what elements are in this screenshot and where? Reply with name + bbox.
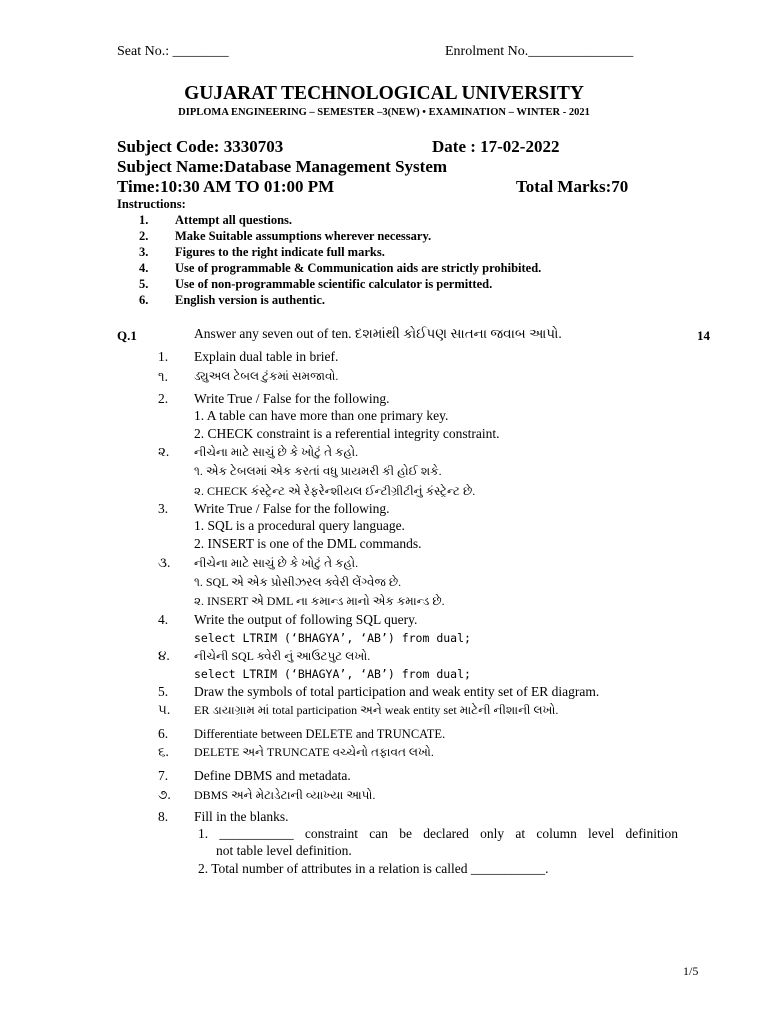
enrolment-number-field: Enrolment No._______________ <box>445 44 634 59</box>
instruction-number: 4. <box>139 261 149 275</box>
seat-number-field: Seat No.: ________ <box>117 44 229 59</box>
subquestion-number: ૫. <box>158 702 171 717</box>
instruction-number: 2. <box>139 229 149 243</box>
subquestion-text: નીચેના માટે સાચું છે કે ખોટું તે કહો. <box>194 556 359 570</box>
fill-blank-line: 1. ___________ constraint can be declared only at column level definition <box>198 826 678 841</box>
subquestion-text: ૧. એક ટેબલમાં એક કરતાં વધુ પ્રાયમરી કી હોઈ શકે. <box>194 464 442 478</box>
subquestion-text: ER ડાયાગ્રામ માં total participation અને weak entity set માટેની નીશાની લખો. <box>194 703 559 717</box>
subquestion-text: Differentiate between DELETE and TRUNCATE. <box>194 727 446 741</box>
subquestion-number: ૭. <box>158 787 171 802</box>
subquestion-number: 7. <box>158 768 169 783</box>
exam-details: DIPLOMA ENGINEERING – SEMESTER –3(NEW) • EXAMINATION – WINTER - 2021 <box>178 107 590 118</box>
instruction-text: Figures to the right indicate full marks. <box>175 245 385 259</box>
subquestion-text: 2. CHECK constraint is a referential integrity constraint. <box>194 426 500 441</box>
exam-date: Date : 17-02-2022 <box>432 137 560 156</box>
subject-code: Subject Code: 3330703 <box>117 137 284 156</box>
instruction-number: 5. <box>139 277 149 291</box>
subquestion-text: Define DBMS and metadata. <box>194 768 351 783</box>
instruction-text: Use of programmable & Communication aids are strictly prohibited. <box>175 261 542 275</box>
question-instruction: Answer any seven out of ten. દશમાંથી કોઈપણ સાતના જવાબ આપો. <box>194 326 562 341</box>
subquestion-text: DBMS અને મેટાડેટાની વ્યાખ્યા આપો. <box>194 788 376 802</box>
subquestion-text: ૧. SQL એ એક પ્રોસીઝરલ ક્વેરી લેંગ્વેજ છે. <box>194 575 402 589</box>
subquestion-text: ૨. CHECK કંસ્ટ્રેન્ટ એ રેફરેન્શીયલ ઈન્ટીગ્રીટીનું કંસ્ટ્રેન્ટ છે. <box>194 484 476 498</box>
subquestion-text: Draw the symbols of total participation and weak entity set of ER diagram. <box>194 684 600 699</box>
subquestion-text: ડ્યુઅલ ટેબલ ટુંકમાં સમજાવો. <box>194 369 339 383</box>
subquestion-text: DELETE અને TRUNCATE વચ્ચેનો તફાવત લખો. <box>194 745 434 759</box>
instruction-number: 6. <box>139 293 149 307</box>
subquestion-number: ૪. <box>158 648 170 663</box>
subquestion-text: ૨. INSERT એ DML ના કમાન્ડ માનો એક કમાન્ડ છે. <box>194 594 445 608</box>
subquestion-number: ૨. <box>158 444 170 459</box>
subquestion-text: નીચેની SQL ક્વેરી નું આઉટપુટ લખો. <box>194 649 371 663</box>
subquestion-text: Explain dual table in brief. <box>194 349 339 364</box>
subquestion-text: 1. A table can have more than one primary key. <box>194 408 449 423</box>
subquestion-number: 5. <box>158 684 169 699</box>
exam-time: Time:10:30 AM TO 01:00 PM <box>117 177 335 196</box>
page-number: 1/5 <box>683 964 699 978</box>
subquestion-text: 1. SQL is a procedural query language. <box>194 518 405 533</box>
subquestion-text: Write the output of following SQL query. <box>194 612 418 627</box>
subject-name: Subject Name:Database Management System <box>117 157 448 176</box>
university-title: GUJARAT TECHNOLOGICAL UNIVERSITY <box>184 83 584 104</box>
fill-blank-line: 2. Total number of attributes in a relation is called ___________. <box>198 861 549 876</box>
instructions-title: Instructions: <box>117 197 186 211</box>
subquestion-text: 2. INSERT is one of the DML commands. <box>194 536 422 551</box>
subquestion-number: ૩. <box>158 555 171 570</box>
instruction-text: Make Suitable assumptions wherever necessary. <box>175 229 432 243</box>
instruction-text: Attempt all questions. <box>175 213 293 227</box>
fill-blank-line: not table level definition. <box>216 843 352 858</box>
sql-query: select LTRIM (‘BHAGYA’, ‘AB’) from dual; <box>194 631 471 645</box>
subquestion-number: 8. <box>158 809 169 824</box>
subquestion-text: નીચેના માટે સાચું છે કે ખોટું તે કહો. <box>194 445 359 459</box>
instruction-number: 1. <box>139 213 149 227</box>
subquestion-number: 2. <box>158 391 169 406</box>
instruction-text: Use of non-programmable scientific calculator is permitted. <box>175 277 493 291</box>
subquestion-number: 3. <box>158 501 169 516</box>
instruction-number: 3. <box>139 245 149 259</box>
question-number: Q.1 <box>117 328 137 343</box>
subquestion-text: Write True / False for the following. <box>194 501 390 516</box>
sql-query: select LTRIM (‘BHAGYA’, ‘AB’) from dual; <box>194 667 471 681</box>
instruction-text: English version is authentic. <box>175 293 326 307</box>
subquestion-number: 1. <box>158 349 169 364</box>
subquestion-number: 4. <box>158 612 169 627</box>
subquestion-number: ૧. <box>158 369 168 384</box>
total-marks: Total Marks:70 <box>516 177 629 196</box>
subquestion-number: ૬. <box>158 744 169 759</box>
subquestion-number: 6. <box>158 726 169 741</box>
subquestion-text: Write True / False for the following. <box>194 391 390 406</box>
question-marks: 14 <box>697 328 710 343</box>
subquestion-text: Fill in the blanks. <box>194 809 289 824</box>
